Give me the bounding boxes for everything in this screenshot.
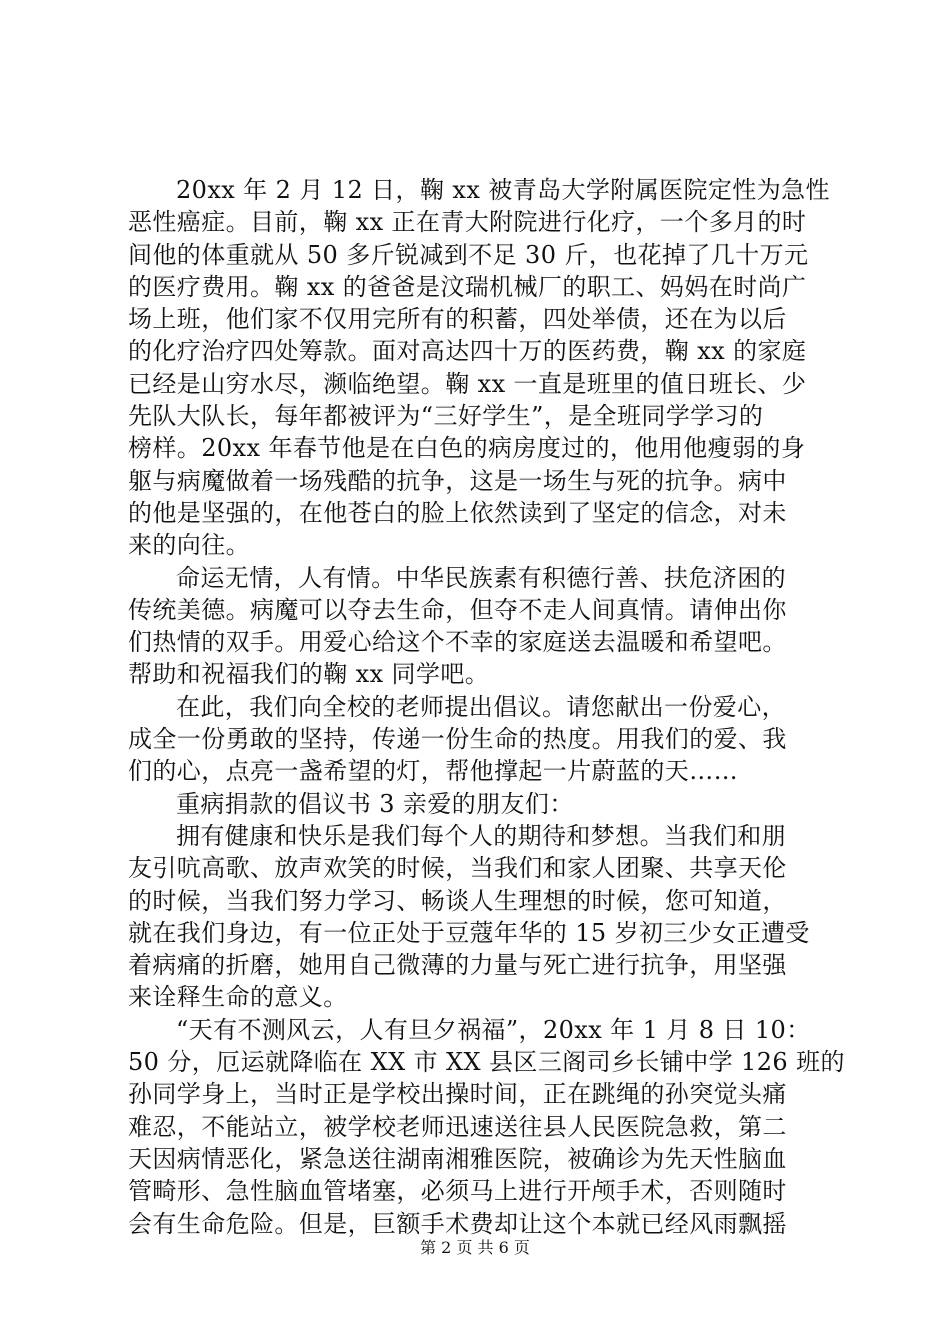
text-line: 们的心，点亮一盏希望的灯，帮他撑起一片蔚蓝的天…… bbox=[128, 757, 738, 786]
text-line: 来的向往。 bbox=[128, 531, 250, 560]
text-line: 50 分，厄运就降临在 XX 市 XX 县区三阁司乡长铺中学 126 班的 bbox=[128, 1048, 845, 1077]
text-line: 间他的体重就从 50 多斤锐减到不足 30 斤，也花掉了几十万元 bbox=[128, 240, 809, 269]
text-line: 的医疗费用。鞠 xx 的爸爸是汶瑞机械厂的职工、妈妈在时尚广 bbox=[128, 272, 807, 301]
text-line: 的他是坚强的，在他苍白的脸上依然读到了坚定的信念，对未 bbox=[128, 498, 787, 527]
text-line: 管畸形、急性脑血管堵塞，必须马上进行开颅手术，否则随时 bbox=[128, 1177, 787, 1206]
text-line: 们热情的双手。用爱心给这个不幸的家庭送去温暖和希望吧。 bbox=[128, 628, 787, 657]
text-line: 来诠释生命的意义。 bbox=[128, 983, 348, 1012]
text-line: 20xx 年 2 月 12 日，鞠 xx 被青岛大学附属医院定性为急性 bbox=[176, 176, 830, 204]
text-line: 就在我们身边，有一位正处于豆蔻年华的 15 岁初三少女正遭受 bbox=[128, 918, 810, 947]
document-body bbox=[128, 174, 845, 1240]
text-line: 传统美德。病魔可以夺去生命，但夺不走人间真情。请伸出你 bbox=[128, 595, 787, 624]
page-footer bbox=[0, 1237, 950, 1259]
text-line: 恶性癌症。目前，鞠 xx 正在青大附院进行化疗，一个多月的时 bbox=[128, 208, 807, 237]
text-line: 帮助和祝福我们的鞠 xx 同学吧。 bbox=[128, 660, 490, 689]
text-line: 会有生命危险。但是，巨额手术费却让这个本就已经风雨飘摇 bbox=[128, 1209, 787, 1238]
text-line: 已经是山穷水尽，濒临绝望。鞠 xx 一直是班里的值日班长、少 bbox=[128, 369, 807, 398]
text-line: 着病痛的折磨，她用自己微薄的力量与死亡进行抗争，用坚强 bbox=[128, 951, 787, 980]
text-line: 孙同学身上，当时正是学校出操时间，正在跳绳的孙突觉头痛 bbox=[128, 1080, 787, 1109]
page-number-label: 第 2 页 共 6 页 bbox=[420, 1238, 530, 1257]
text-line: 友引吭高歌、放声欢笑的时候，当我们和家人团聚、共享天伦 bbox=[128, 854, 787, 883]
text-line: 的时候，当我们努力学习、畅谈人生理想的时候，您可知道， bbox=[128, 886, 787, 915]
text-line: 成全一份勇敢的坚持，传递一份生命的热度。用我们的爱、我 bbox=[128, 725, 787, 754]
text-line: 场上班，他们家不仅用完所有的积蓄，四处举债，还在为以后 bbox=[128, 305, 787, 334]
text-line: 拥有健康和快乐是我们每个人的期待和梦想。当我们和朋 bbox=[176, 821, 786, 850]
text-line: “天有不测风云，人有旦夕祸福”，20xx 年 1 月 8 日 10： bbox=[176, 1015, 811, 1044]
text-line: 躯与病魔做着一场残酷的抗争，这是一场生与死的抗争。病中 bbox=[128, 466, 787, 495]
text-line: 天因病情恶化，紧急送往湖南湘雅医院，被确诊为先天性脑血 bbox=[128, 1144, 787, 1173]
text-line: 榜样。20xx 年春节他是在白色的病房度过的，他用他瘦弱的身 bbox=[128, 434, 806, 463]
text-line: 在此，我们向全校的老师提出倡议。请您献出一份爱心， bbox=[176, 692, 786, 721]
text-line: 的化疗治疗四处筹款。面对高达四十万的医药费，鞠 xx 的家庭 bbox=[128, 337, 807, 366]
text-line: 先队大队长，每年都被评为“三好学生”，是全班同学学习的 bbox=[128, 402, 764, 431]
text-line: 重病捐款的倡议书 3 亲爱的朋友们： bbox=[176, 789, 574, 818]
text-line: 难忍，不能站立，被学校老师迅速送往县人民医院急救，第二 bbox=[128, 1112, 787, 1141]
text-line: 命运无情，人有情。中华民族素有积德行善、扶危济困的 bbox=[176, 563, 786, 592]
